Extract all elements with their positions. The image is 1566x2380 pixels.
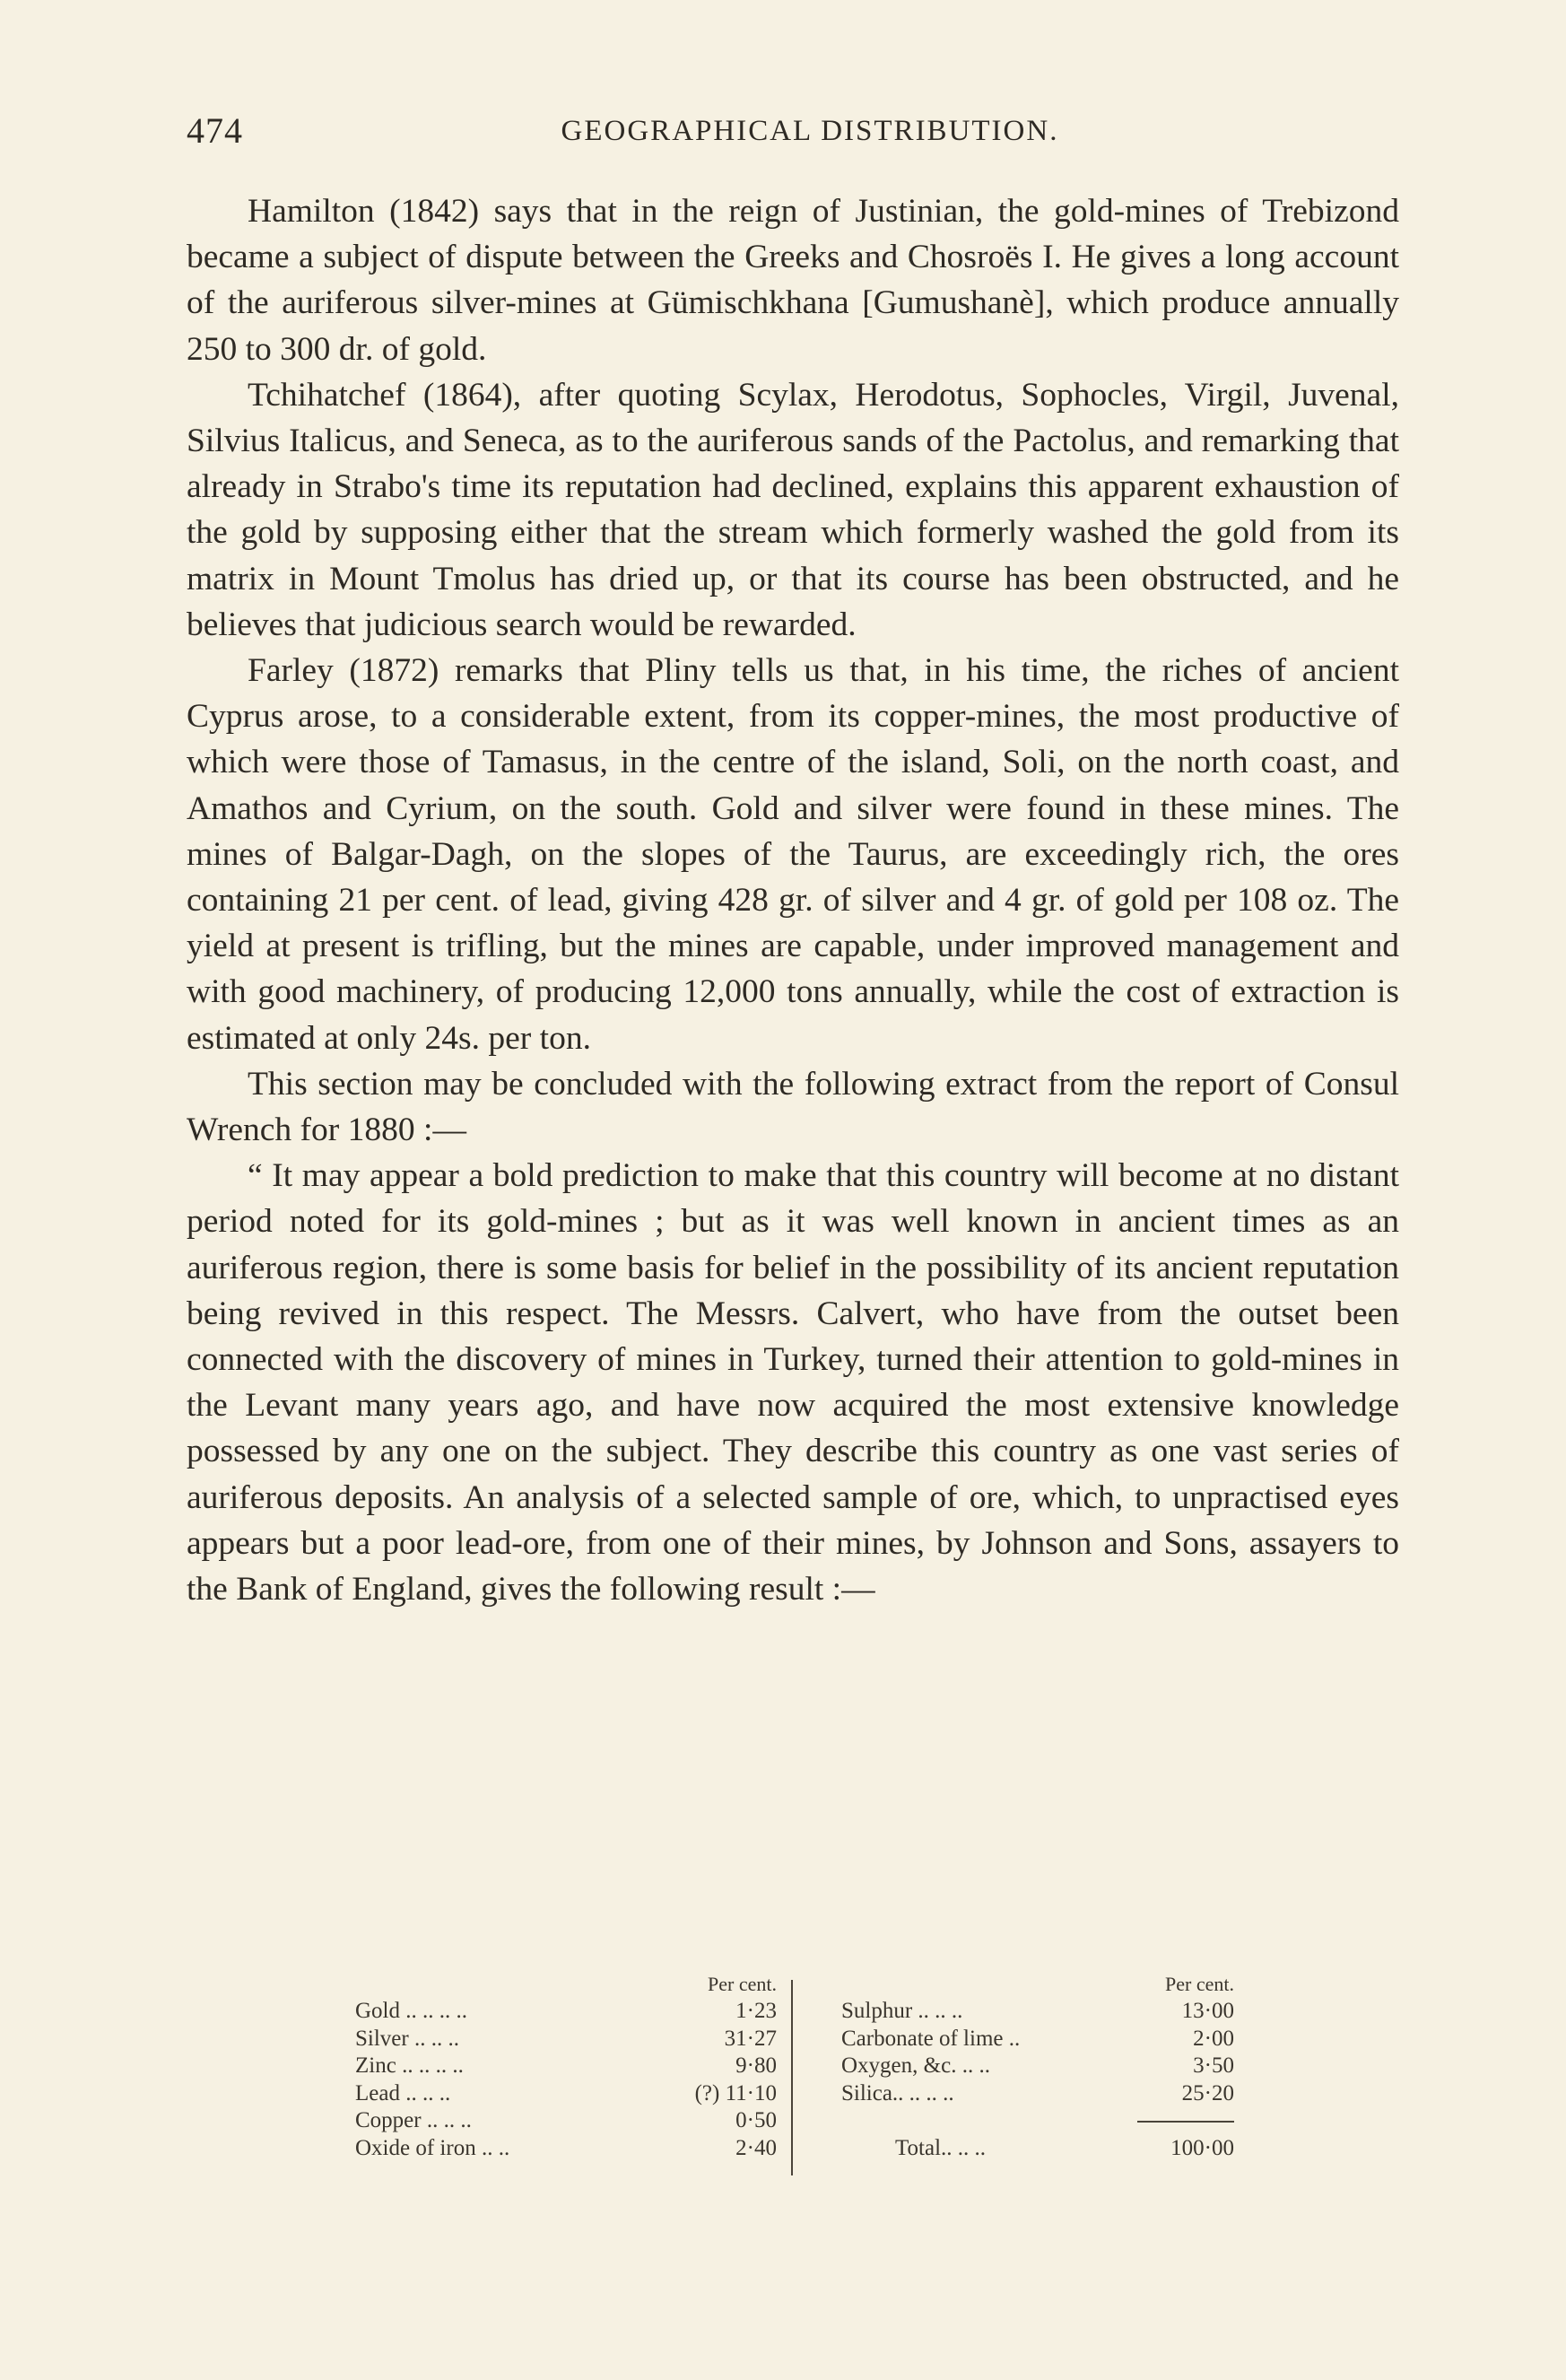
total-percent: 100·00 xyxy=(1170,2135,1234,2160)
element-percent: 25·20 xyxy=(1181,2080,1234,2105)
table-row xyxy=(355,2053,777,2080)
element-percent: 2·00 xyxy=(1193,2026,1234,2051)
table-row xyxy=(841,2053,1234,2080)
element-name: Carbonate of lime .. xyxy=(841,2026,1021,2051)
table-row xyxy=(355,2135,777,2163)
page-number: 474 xyxy=(187,110,243,151)
column-divider xyxy=(791,1980,793,2175)
column-header: Per cent. xyxy=(708,1973,777,1995)
element-name: Silver .. .. .. xyxy=(355,2026,459,2051)
element-percent: 2·40 xyxy=(735,2135,777,2160)
sum-rule xyxy=(1137,2121,1234,2123)
table-row xyxy=(355,2107,777,2135)
element-percent: 3·50 xyxy=(1193,2053,1234,2078)
table-row xyxy=(355,2080,777,2108)
table-row xyxy=(841,1998,1234,2026)
element-name: Copper .. .. .. xyxy=(355,2108,472,2132)
assay-right-column xyxy=(841,1971,1234,2162)
sum-rule-row xyxy=(841,2107,1234,2135)
paragraph-tchihatchef: Tchihatchef (1864), after quoting Scylax, Herodotus, Sophocles, Virgil, Juvenal, Silvius Italicus, and Seneca, as to the auriferous sands of the Pactolus, and remarking that already in Strabo's time its reputation had declined, explains this apparent exhaustion of the gold by supposing either that the stream which formerly washed the gold from its matrix in Mount Tmolus has dried up, or that its course has been obstructed, and he believes that judicious search would be rewarded. xyxy=(187,376,1399,643)
table-row xyxy=(841,2080,1234,2108)
running-title: GEOGRAPHICAL DISTRIBUTION. xyxy=(561,115,1059,147)
column-header: Per cent. xyxy=(1165,1973,1234,1995)
table-row xyxy=(841,2026,1234,2053)
page-header xyxy=(187,109,1388,163)
element-name: Oxide of iron .. .. xyxy=(355,2135,510,2160)
assay-table xyxy=(355,1971,1234,2177)
body-text xyxy=(187,188,1399,1612)
element-name: Silica.. .. .. .. xyxy=(841,2080,954,2105)
assay-left-column xyxy=(355,1971,777,2162)
paragraph-section-conclusion: This section may be concluded with the following extract from the report of Consul Wrench for 1880 :— xyxy=(187,1065,1399,1149)
paragraph-hamilton: Hamilton (1842) says that in the reign of Justinian, the gold-mines of Trebizond became a subject of dispute between the Greeks and Chosroës I. He gives a long account of the auriferous silver-mines at Gümischkhana [Gumushanè], which produce annually 250 to 300 dr. of gold. xyxy=(187,193,1399,368)
element-percent: 1·23 xyxy=(735,1999,777,2023)
element-name: Gold .. .. .. .. xyxy=(355,1999,467,2023)
element-percent: 13·00 xyxy=(1181,1999,1234,2023)
element-name: Lead .. .. .. xyxy=(355,2080,451,2105)
element-percent: (?) 11·10 xyxy=(694,2080,777,2105)
element-name: Zinc .. .. .. .. xyxy=(355,2053,464,2078)
table-row xyxy=(355,1998,777,2026)
element-percent: 31·27 xyxy=(724,2026,777,2051)
element-percent: 0·50 xyxy=(735,2108,777,2132)
element-percent: 9·80 xyxy=(735,2053,777,2078)
total-row xyxy=(841,2135,1234,2163)
element-name: Oxygen, &c. .. .. xyxy=(841,2053,990,2078)
total-label: Total.. .. .. xyxy=(895,2135,987,2160)
element-name: Sulphur .. .. .. xyxy=(841,1999,963,2023)
paragraph-farley: Farley (1872) remarks that Pliny tells us that, in his time, the riches of ancient Cyprus arose, to a considerable extent, from its copper-mines, the most productive of which were those of Tamasus, in the centre of the island, Soli, on the north coast, and Amathos and Cyrium, on the south. Gold and silver were found in these mines. The mines of Balgar-Dagh, on the slopes of the Taurus, are exceedingly rich, the ores containing 21 per cent. of lead, giving 428 gr. of silver and 4 gr. of gold per 108 oz. The yield at present is trifling, but the mines are capable, under improved management and with good machinery, of producing 12,000 tons annually, while the cost of extraction is estimated at only 24s. per ton. xyxy=(187,652,1399,1057)
paragraph-consul-quote: “ It may appear a bold prediction to make that this country will become at no distant period noted for its gold-mines ; but as it was well known in ancient times as an auriferous region, there is some basis for belief in the possibility of its ancient reputation being revived in this respect. The Messrs. Calvert, who have from the outset been connected with the discovery of mines in Turkey, turned their attention to gold-mines in the Levant many years ago, and have now acquired the most extensive knowledge possessed by any one on the subject. They describe this country as one vast series of auriferous deposits. An analysis of a selected sample of ore, which, to unpractised eyes appears but a poor lead-ore, from one of their mines, by Johnson and Sons, assayers to the Bank of England, gives the following result :— xyxy=(187,1157,1399,1608)
table-row xyxy=(355,2026,777,2053)
